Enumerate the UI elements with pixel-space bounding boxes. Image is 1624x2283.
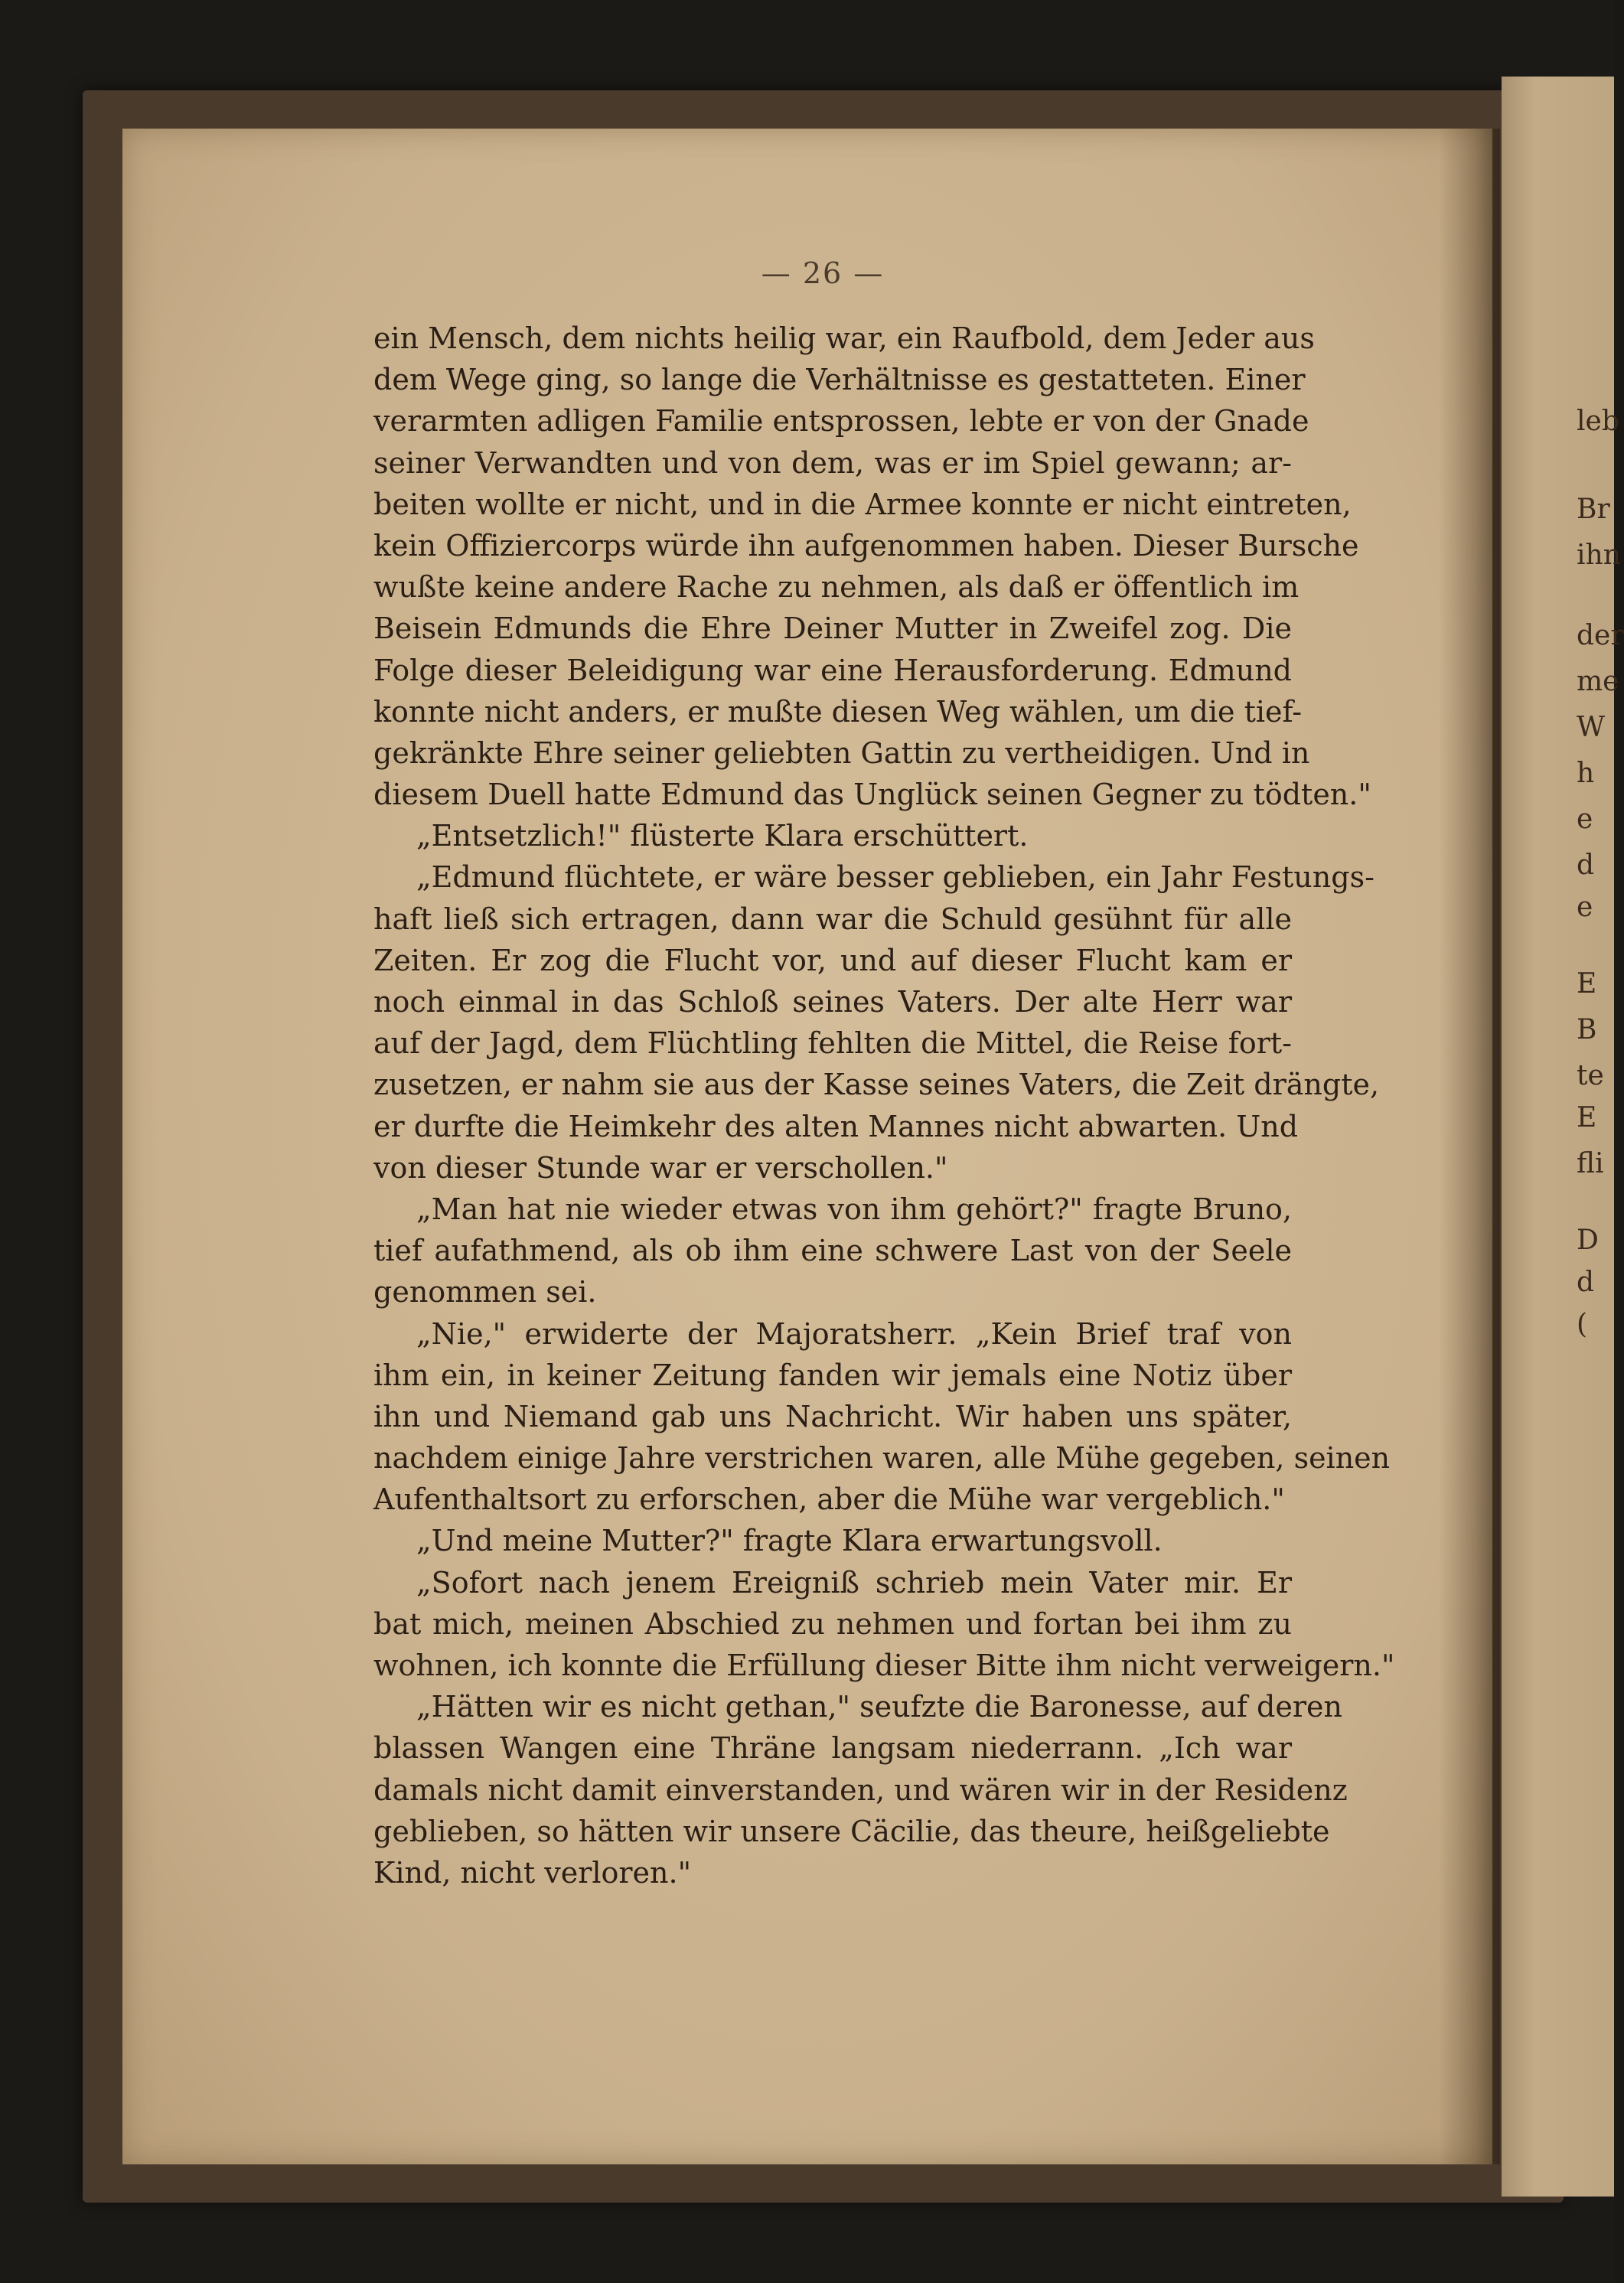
text-line: nachdem einige Jahre verstrichen waren, alle Mühe gegeben, seinen — [373, 1441, 1391, 1476]
facing-page-fragment: E — [1577, 968, 1597, 1000]
text-line: genommen sei. — [373, 1275, 597, 1309]
text-line: „Man hat nie wieder etwas von ihm gehört?" fragte Bruno, — [416, 1192, 1292, 1226]
page-text — [373, 318, 1395, 1893]
facing-page-fragment: B — [1577, 1014, 1597, 1045]
text-line: beiten wollte er nicht, und in die Armee konnte er nicht eintreten, — [373, 487, 1352, 521]
facing-page-fragment: e — [1577, 804, 1593, 835]
text-line: auf der Jagd, dem Flüchtling fehlten die Mittel, die Reise fort- — [373, 1026, 1292, 1061]
text-line: wußte keine andere Rache zu nehmen, als daß er öffentlich im — [373, 570, 1300, 605]
text-line: damals nicht damit einverstanden, und wären wir in der Residenz — [373, 1773, 1348, 1807]
text-line: „Sofort nach jenem Ereigniß schrieb mein Vater mir. Er — [416, 1565, 1292, 1600]
text-line: „Hätten wir es nicht gethan," seufzte die Baronesse, auf deren — [416, 1690, 1342, 1724]
facing-page-fragment: Br — [1577, 494, 1610, 525]
facing-page-fragment: W — [1577, 712, 1606, 743]
text-line: ihm ein, in keiner Zeitung fanden wir jemals eine Notiz über — [373, 1358, 1292, 1392]
facing-page-fragment: ( — [1577, 1309, 1588, 1340]
facing-page-fragment: d — [1577, 850, 1595, 881]
text-line: kein Offiziercorps würde ihn aufgenommen haben. Dieser Bursche — [373, 528, 1359, 563]
text-line: er durfte die Heimkehr des alten Mannes nicht abwarten. Und — [373, 1109, 1299, 1143]
text-line: Folge dieser Beleidigung war eine Herausforderung. Edmund — [373, 653, 1292, 687]
text-line: zusetzen, er nahm sie aus der Kasse seines Vaters, die Zeit drängte, — [373, 1068, 1380, 1102]
text-line: geblieben, so hätten wir unsere Cäcilie, das theure, heißgeliebte — [373, 1814, 1330, 1848]
facing-page-fragment: fli — [1577, 1148, 1604, 1179]
text-line: wohnen, ich konnte die Erfüllung dieser Bitte ihm nicht verweigern." — [373, 1649, 1395, 1682]
text-line: haft ließ sich ertragen, dann war die Schuld gesühnt für alle — [373, 902, 1292, 936]
text-line: „Nie," erwiderte der Majoratsherr. „Kein Brief traf von — [416, 1316, 1292, 1351]
text-line: gekränkte Ehre seiner geliebten Gattin zu vertheidigen. Und in — [373, 735, 1310, 770]
text-line: dem Wege ging, so lange die Verhältnisse es gestatteten. Einer — [373, 363, 1306, 397]
facing-page-fragment: me — [1577, 666, 1619, 697]
facing-page-fragment: E — [1577, 1102, 1597, 1133]
facing-page-fragment: e — [1577, 892, 1593, 923]
facing-page-fragment: leb — [1577, 406, 1619, 437]
text-line: noch einmal in das Schloß seines Vaters. Der alte Herr war — [373, 985, 1292, 1019]
text-line: von dieser Stunde war er verschollen." — [373, 1150, 948, 1185]
facing-page-fragment: te — [1577, 1060, 1604, 1091]
text-line: konnte nicht anders, er mußte diesen Weg wählen, um die tief- — [373, 694, 1303, 729]
text-line: „Entsetzlich!" flüsterte Klara erschüttert. — [416, 819, 1029, 853]
facing-page-edge — [1502, 77, 1614, 2197]
text-line: „Edmund flüchtete, er wäre besser geblieben, ein Jahr Festungs- — [416, 860, 1375, 895]
page-gutter-shadow — [1439, 129, 1500, 2164]
text-line: seiner Verwandten und von dem, was er im Spiel gewann; ar- — [373, 445, 1292, 480]
text-line: Beisein Edmunds die Ehre Deiner Mutter in Zweifel zog. Die — [373, 612, 1292, 646]
text-line: ihn und Niemand gab uns Nachricht. Wir haben uns später, — [373, 1399, 1292, 1433]
facing-page-fragment: der — [1577, 620, 1624, 651]
facing-page-fragment: D — [1577, 1225, 1599, 1256]
facing-page-fragment: d — [1577, 1267, 1595, 1298]
text-line: diesem Duell hatte Edmund das Unglück seinen Gegner zu tödten." — [373, 778, 1371, 812]
text-line: Kind, nicht verloren." — [373, 1855, 692, 1890]
text-line: blassen Wangen eine Thräne langsam niederrann. „Ich war — [373, 1731, 1292, 1766]
text-line: verarmten adligen Familie entsprossen, lebte er von der Gnade — [373, 404, 1309, 439]
text-line: „Und meine Mutter?" fragte Klara erwartungsvoll. — [416, 1524, 1163, 1558]
text-line: Zeiten. Er zog die Flucht vor, und auf dieser Flucht kam er — [373, 943, 1292, 977]
facing-page-fragment: h — [1577, 758, 1595, 789]
page-number: — 26 — — [761, 256, 885, 290]
facing-page-fragment: ihn — [1577, 540, 1621, 571]
text-line: ein Mensch, dem nichts heilig war, ein Raufbold, dem Jeder aus — [373, 321, 1315, 355]
text-line: bat mich, meinen Abschied zu nehmen und fortan bei ihm zu — [373, 1606, 1292, 1641]
text-line: Aufenthaltsort zu erforschen, aber die Mühe war vergeblich." — [373, 1482, 1285, 1517]
text-line: tief aufathmend, als ob ihm eine schwere Last von der Seele — [373, 1234, 1292, 1268]
